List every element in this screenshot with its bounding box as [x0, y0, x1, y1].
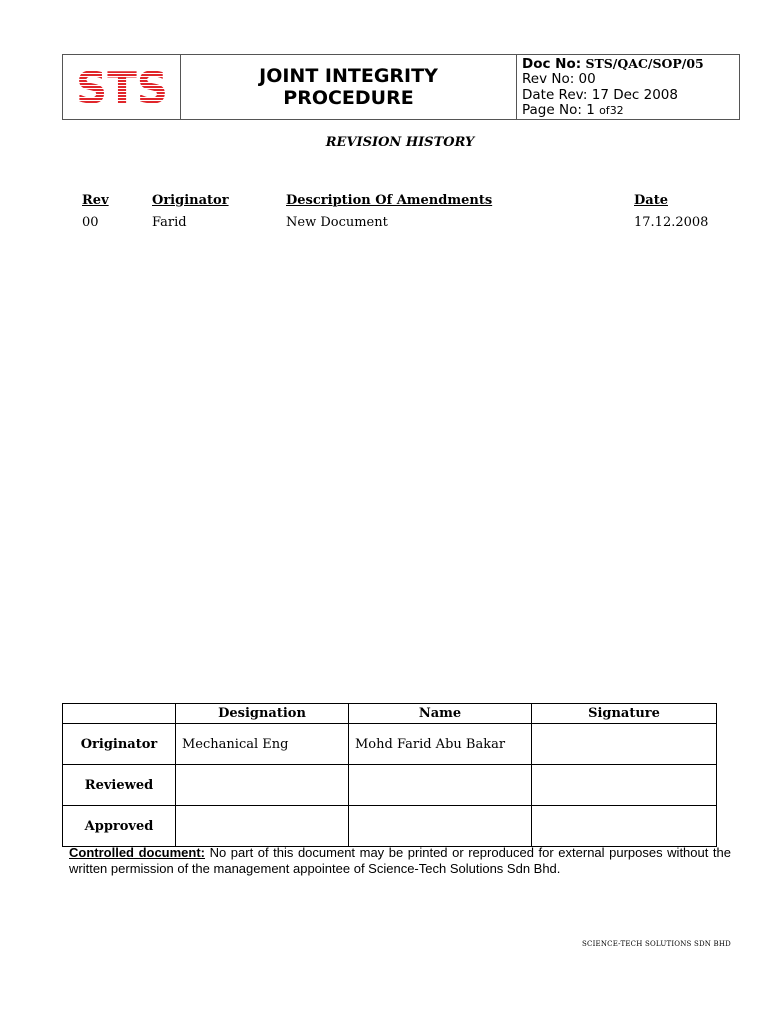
logo-cell: [63, 55, 181, 120]
meta-cell: [517, 55, 740, 120]
footer-company: SCIENCE-TECH SOLUTIONS SDN BHD: [582, 940, 731, 948]
table-row: [63, 724, 717, 765]
reviewed-row-label: Reviewed: [63, 765, 176, 806]
document-title-line2: PROCEDURE: [283, 87, 414, 109]
controlled-document-notice: [69, 845, 731, 877]
revision-history-title: REVISION HISTORY: [325, 135, 475, 150]
revision-rev: 00: [82, 215, 99, 230]
designation-header: Designation: [176, 704, 349, 724]
page-no: [522, 103, 739, 119]
rev-no: Rev No: 00: [522, 71, 596, 87]
page-total: 32: [609, 104, 624, 117]
revision-date: 17.12.2008: [634, 215, 709, 230]
page-no-label: Page No:: [522, 102, 582, 118]
approval-table: [62, 703, 717, 847]
doc-no-label: Doc No:: [522, 55, 582, 72]
signature-header: Signature: [532, 704, 717, 724]
table-row: [63, 765, 717, 806]
table-row: [63, 806, 717, 847]
description-column-header: Description Of Amendments: [286, 193, 493, 208]
approval-header-blank: [63, 704, 176, 724]
doc-no-value: STS/QAC/SOP/05: [585, 55, 704, 71]
title-cell: [181, 55, 517, 120]
controlled-notice-text: No part of this document may be printed or reproduced for external purposes without the written permission of the management appointee of Science-Tech Solutions Sdn Bhd.: [69, 845, 732, 876]
name-header: Name: [349, 704, 532, 724]
doc-no: [522, 56, 739, 73]
approved-designation: [176, 806, 349, 847]
controlled-notice-lead: Controlled document:: [69, 845, 206, 860]
approved-name: [349, 806, 532, 847]
originator-name: Mohd Farid Abu Bakar: [349, 724, 532, 765]
originator-signature: [532, 724, 717, 765]
approved-signature: [532, 806, 717, 847]
revision-description: New Document: [286, 215, 388, 230]
sts-logo: [74, 62, 170, 108]
revision-originator: Farid: [152, 215, 187, 230]
approval-header-row: [63, 704, 717, 724]
originator-row-label: Originator: [63, 724, 176, 765]
originator-designation: Mechanical Eng: [176, 724, 349, 765]
reviewed-designation: [176, 765, 349, 806]
approved-row-label: Approved: [63, 806, 176, 847]
reviewed-signature: [532, 765, 717, 806]
reviewed-name: [349, 765, 532, 806]
document-header: [62, 54, 740, 120]
page-current: 1: [586, 102, 595, 118]
originator-column-header: Originator: [152, 193, 229, 208]
logo-text: STS: [75, 63, 168, 108]
date-rev: Date Rev: 17 Dec 2008: [522, 86, 678, 103]
document-title-line1: JOINT INTEGRITY: [259, 65, 438, 87]
page-of: of: [599, 104, 610, 117]
rev-column-header: Rev: [82, 193, 109, 208]
date-column-header: Date: [634, 193, 668, 208]
